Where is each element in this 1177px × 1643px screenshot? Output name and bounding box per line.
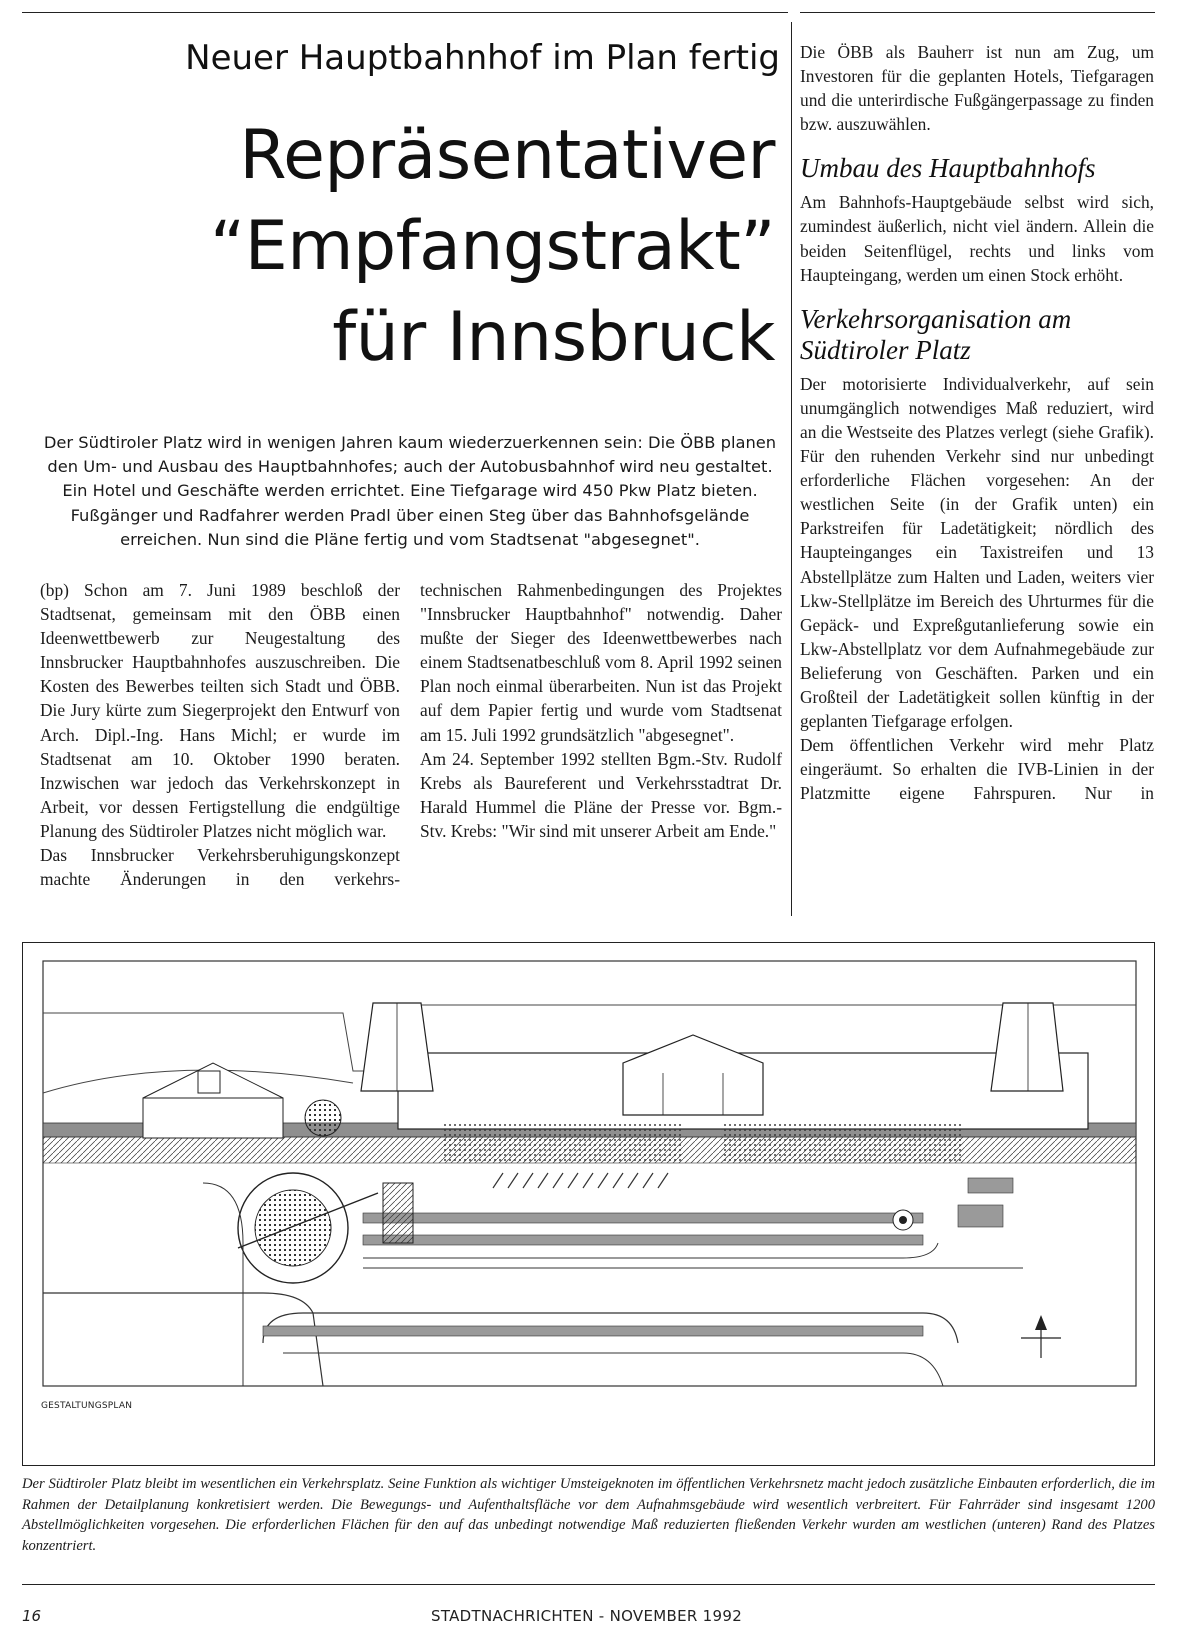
body-column-3 [800, 40, 1154, 805]
publication-footer: STADTNACHRICHTEN - NOVEMBER 1992 [431, 1607, 743, 1625]
figure-caption: Der Südtiroler Platz bleibt im wesentlichen ein Verkehrsplatz. Seine Funktion als wichtiger Umsteigeknoten im öffentlichen Verkehrsnetz macht jedoch zusätzliche Einbauten erforderlich, die im Rahmen der Detailplanung konkretisiert werden. Die Bewegungs- und Aufenthaltsfläche vor dem Aufnahmsgebäude wird wesentlich verbreitert. Für Fahrräder sind insgesamt 1200 Abstellmöglichkeiten vorgesehen. Die erforderlichen Flächen für den auf das unbedingt notwendige Maß reduzierten fließenden Verkehr wurden am westlichen (unteren) Rand des Platzes konzentriert. [22, 1476, 1155, 1554]
body-paragraph: Am 24. September 1992 stellten Bgm.-Stv. Rudolf Krebs als Baureferent und Verkehrsstadtrat Dr. Harald Hummel die Pläne der Presse vor. Bgm.-Stv. Krebs: "Wir sind mit unserer Arbeit am Ende." [420, 748, 782, 841]
section-heading: Umbau des Hauptbahnhofs [800, 153, 1096, 184]
headline [40, 110, 775, 383]
body-column-1 [40, 578, 400, 891]
section-heading: Verkehrsorganisation am Südtiroler Platz [800, 303, 1072, 365]
headline-line-3: für Innsbruck [332, 298, 775, 377]
body-column-2 [420, 578, 782, 843]
plan-label: GESTALTUNGSPLAN [41, 1401, 133, 1411]
site-plan-figure [22, 942, 1155, 1466]
body-paragraph: Am Bahnhofs-Hauptgebäude selbst wird sich, zumindest äußerlich, nicht viel ändern. Allein die beiden Seitenflügel, rechts und links vom Haupteingang, werden um einen Stock erhöht. [800, 192, 1154, 285]
headline-line-2: “Empfangstrakt” [210, 207, 775, 286]
top-rule-right [800, 12, 1155, 13]
page-number: 16 [22, 1607, 42, 1625]
site-plan-drawing [23, 943, 1156, 1467]
bottom-rule [22, 1584, 1155, 1585]
body-paragraph: Dem öffentlichen Verkehr wird mehr Platz eingeräumt. So erhalten die IVB-Linien in der Platzmitte eigene Fahrspuren. Nur in [800, 735, 1154, 804]
top-rule-left [22, 12, 788, 13]
body-paragraph: Der motorisierte Individualverkehr, auf sein unumgänglich notwendiges Maß reduziert, wird an die Westseite des Platzes verlegt (siehe Grafik). Für den ruhenden Verkehr sind nur unbedingt erforderliche Flächen vorgesehen: An der westlichen Seite (in der Grafik unten) ein Parkstreifen für Ladetätigkeit; nördlich des Haupteinganges ein Taxistreifen und 13 Abstellplätze zum Halten und Laden, weiters vier Lkw-Stellplätze im Bereich des Uhrturmes für die Gepäck- und Expreßgutanlieferung sowie ein Lkw-Abstellplatz vor dem Aufnahmegebäude zur Belieferung von Geschäften. Parken und ein Großteil der Ladetätigkeit sollen künftig in der geplanten Tiefgarage erfolgen. [800, 373, 1154, 732]
body-paragraph: Die ÖBB als Bauherr ist nun am Zug, um Investoren für die geplanten Hotels, Tiefgaragen und die unterirdische Fußgängerpassage zu finden bzw. auszuwählen. [800, 42, 1154, 135]
kicker: Neuer Hauptbahnhof im Plan fertig [185, 38, 780, 78]
headline-line-1: Repräsentativer [239, 116, 775, 195]
column-divider [791, 22, 792, 916]
body-paragraph: technischen Rahmenbedingungen des Projektes "Innsbrucker Hauptbahnhof" notwendig. Daher mußte der Sieger des Ideenwettbewerbes nach einem Stadtsenatbeschluß vom 8. April 1992 seinen Plan noch einmal überarbeiten. Nun ist das Projekt auf dem Papier fertig und wurde vom Stadtsenat am 15. Juli 1992 grundsätzlich "abgesegnet". [420, 580, 782, 745]
lede: Der Südtiroler Platz wird in wenigen Jahren kaum wiederzuerkennen sein: Die ÖBB planen den Um- und Ausbau des Hauptbahnhofes; auch der Autobusbahnhof wird neu gestaltet. Ein Hotel und Geschäfte werden errichtet. Eine Tiefgarage wird 450 Pkw Platz bieten. Fußgänger und Radfahrer werden Pradl über einen Steg über das Bahnhofsgelände erreichen. Nun sind die Pläne fertig und vom Stadtsenat "abgesegnet". [43, 433, 777, 549]
body-paragraph: Das Innsbrucker Verkehrsberuhigungskonzept machte Änderungen in den verkehrs- [40, 845, 400, 890]
body-paragraph: (bp) Schon am 7. Juni 1989 beschloß der Stadtsenat, gemeinsam mit den ÖBB einen Ideenwettbewerb zur Neugestaltung des Innsbrucker Hauptbahnhofes auszuschreiben. Die Kosten des Bewerbes teilten sich Stadt und ÖBB. Die Jury kürte zum Siegerprojekt den Entwurf von Arch. Dipl.-Ing. Hans Michl; er wurde im Stadtsenat am 10. Oktober 1990 beraten. Inzwischen war jedoch das Verkehrskonzept in Arbeit, vor dessen Fertigstellung die endgültige Planung des Südtiroler Platzes nicht möglich war. [40, 580, 400, 841]
